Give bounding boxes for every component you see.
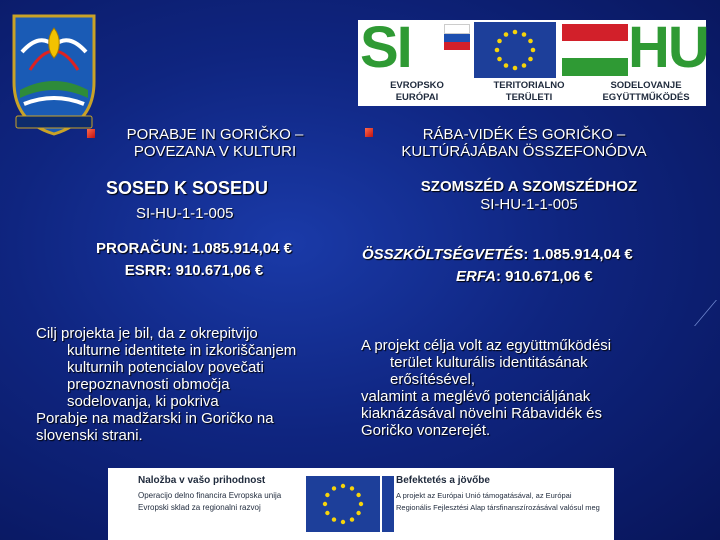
footer-si-line-2: Evropski sklad za regionalni razvoj bbox=[138, 503, 261, 512]
right-code: SI-HU-1-1-005 bbox=[480, 196, 578, 213]
footer-eu-flag-2-icon bbox=[382, 476, 394, 532]
right-heading-line-2: KULTÚRÁJÁBAN ÖSSZEFONÓDVA bbox=[401, 143, 647, 160]
slovenia-flag-icon bbox=[444, 24, 470, 48]
footer-hu-title: Befektetés a jövőbe bbox=[396, 475, 490, 486]
brand-si: SI bbox=[360, 15, 411, 80]
left-budget: PRORAČUN: 1.085.914,04 € bbox=[96, 240, 292, 257]
right-para-line-2: terület kulturális identitásának bbox=[390, 354, 588, 371]
left-code: SI-HU-1-1-005 bbox=[136, 205, 234, 222]
right-para-line-5: kiaknázásával növelni Rábavidék és bbox=[361, 405, 602, 422]
left-para-line-3: kulturnih potencialov povečati bbox=[67, 359, 264, 376]
coat-of-arms-logo bbox=[10, 12, 98, 136]
left-subtitle: SOSED K SOSEDU bbox=[106, 178, 269, 198]
right-heading-line-1: RÁBA-VIDÉK ÉS GORIČKO – bbox=[422, 126, 626, 143]
right-para-line-4: valamint a meglévő potenciáljának bbox=[361, 388, 591, 405]
si-hu-program-logo bbox=[358, 15, 708, 106]
left-esrr: ESRR: 910.671,06 € bbox=[124, 262, 264, 279]
footer-hu-line-2: Regionális Fejlesztési Alap társfinanszírozásával valósul meg bbox=[396, 503, 600, 512]
logo-col-3-line-1: SODELOVANJE bbox=[610, 80, 682, 91]
logo-col-1 bbox=[362, 80, 472, 104]
footer-logos bbox=[108, 468, 614, 540]
right-erfa bbox=[456, 268, 593, 285]
hungary-flag-icon bbox=[562, 24, 628, 76]
left-para-line-4: prepoznavnosti območja bbox=[67, 376, 230, 393]
logo-col-2-line-2: TERÜLETI bbox=[505, 92, 553, 103]
left-para-line-7: slovenski strani. bbox=[36, 427, 143, 444]
right-erfa-value: : 910.671,06 € bbox=[496, 268, 593, 285]
right-para-line-6: Goričko vonzerejét. bbox=[361, 422, 491, 439]
eu-flag-icon bbox=[474, 22, 556, 78]
logo-col-2-line-1: TERITORIALNO bbox=[493, 80, 565, 91]
logo-col-1-line-2: EURÓPAI bbox=[395, 92, 439, 103]
left-para-line-2: kulturne identitete in izkoriščanjem bbox=[67, 342, 297, 359]
footer-si-line-1: Operacijo delno financira Evropska unija bbox=[138, 491, 282, 500]
footer-eu-flag-icon bbox=[306, 476, 380, 532]
footer-hu-line-1: A projekt az Európai Unió támogatásával, az Európai bbox=[396, 491, 572, 500]
left-heading bbox=[96, 126, 334, 160]
right-budget-label: ÖSSZKÖLTSÉGVETÉS bbox=[362, 246, 524, 263]
right-heading bbox=[366, 126, 682, 160]
left-para-line-5: sodelovanja, ki pokriva bbox=[67, 393, 219, 410]
right-subtitle: SZOMSZÉD A SZOMSZÉDHOZ bbox=[420, 178, 638, 195]
footer-hu-text bbox=[396, 474, 612, 514]
left-para-line-6: Porabje na madžarski in Goričko na bbox=[36, 410, 274, 427]
left-bullet-icon bbox=[87, 129, 95, 138]
left-heading-line-1: PORABJE IN GORIČKO – bbox=[126, 126, 304, 143]
logo-col-1-line-1: EVROPSKO bbox=[390, 80, 444, 91]
decorative-line bbox=[694, 300, 720, 326]
footer-si-title: Naložba v vašo prihodnost bbox=[138, 475, 266, 486]
left-heading-line-2: POVEZANA V KULTURI bbox=[133, 143, 297, 160]
right-para-line-3: erősítésével, bbox=[390, 371, 476, 388]
left-para-line-1: Cilj projekta je bil, da z okrepitvijo bbox=[36, 325, 258, 342]
logo-col-3-line-2: EGYÜTTMŰKÖDÉS bbox=[602, 92, 690, 103]
right-budget bbox=[362, 246, 633, 263]
logo-col-2 bbox=[474, 80, 584, 104]
logo-col-3 bbox=[588, 80, 704, 104]
brand-hu: HU bbox=[628, 15, 708, 80]
footer-si-text bbox=[138, 474, 334, 514]
right-budget-value: : 1.085.914,04 € bbox=[523, 246, 633, 263]
right-paragraph bbox=[361, 337, 681, 439]
right-para-line-1: A projekt célja volt az együttműködési bbox=[361, 337, 612, 354]
left-paragraph bbox=[36, 325, 346, 444]
right-erfa-label: ERFA bbox=[456, 268, 497, 285]
